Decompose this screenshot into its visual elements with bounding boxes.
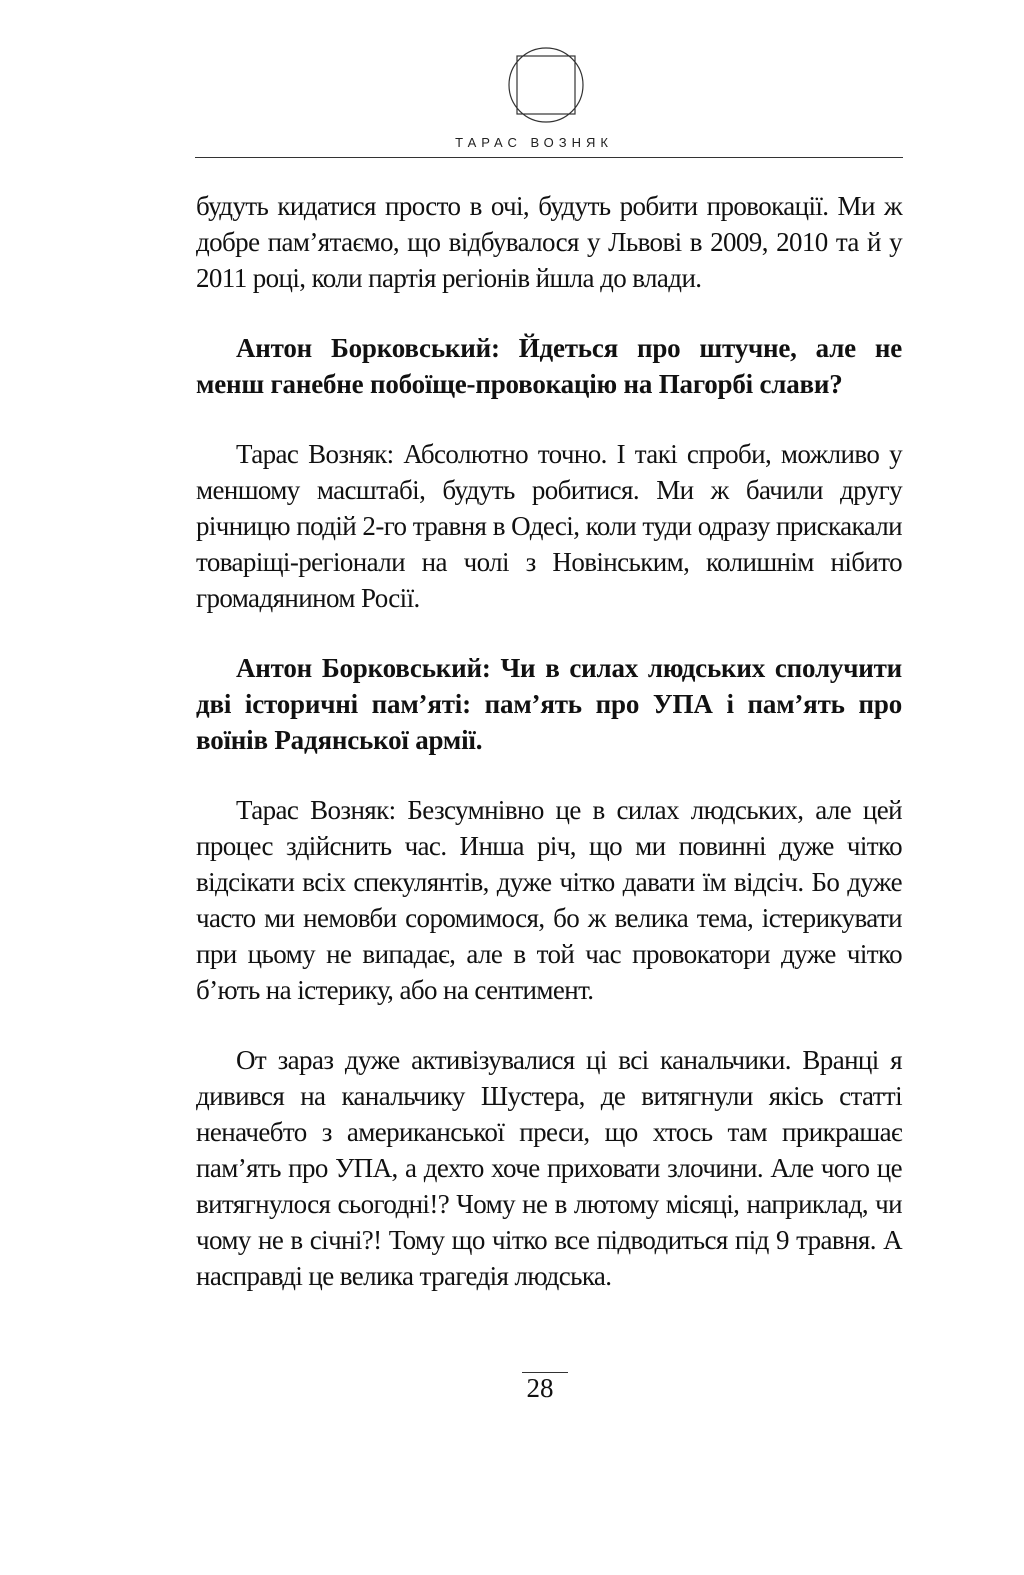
page-number: 28 bbox=[526, 1373, 554, 1403]
paragraph-question: Антон Борковський: Чи в силах людських сполучити дві історичні пам’яті: пам’ять про УПА і пам’ять про воїнів Радянської армії. bbox=[196, 653, 902, 755]
paragraph-answer: От зараз дуже активізувалися ці всі канальчики. Вранці я дивився на канальчику Шустера, де витягнули якісь статті неначебто з американської преси, що хтось там прикрашає пам’ять про УПА, а дехто хоче приховати злочини. Але чого це витягнулося сьогодні!? Чому не в лютому місяці, наприклад, чи чому не в січні?! Тому що чітко все підводиться під 9 травня. А насправді це велика трагедія людська. bbox=[196, 1045, 902, 1291]
running-head-author: ТАРАС ВОЗНЯК bbox=[455, 135, 613, 150]
paragraph-question: Антон Борковський: Йдеться про штучне, але не менш ганебне побоїще-провокацію на Пагорбі слави? bbox=[196, 333, 902, 399]
page-body bbox=[196, 188, 902, 1328]
circle-square-emblem-icon bbox=[507, 46, 585, 124]
paragraph-answer: Тарас Возняк: Безсумнівно це в силах людських, але цей процес здійснить час. Инша річ, що ми повинні дуже чітко відсікати всіх спекулянтів, дуже чітко давати їм відсіч. Бо дуже часто ми немовби соромимося, бо ж велика тема, істерикувати при цьому не випадає, але в той час провокатори дуже чітко б’ють на істерику, або на сентимент. bbox=[196, 795, 902, 1005]
paragraph-answer-continuation: будуть кидатися просто в очі, будуть робити провокації. Ми ж добре пам’ятаємо, що відбувалося у Львові в 2009, 2010 та й у 2011 році, коли партія регіонів йшла до влади. bbox=[196, 191, 902, 293]
header-divider bbox=[195, 157, 903, 158]
paragraph-answer: Тарас Возняк: Абсолютно точно. І такі спроби, можливо у меншому масштабі, будуть робитися. Ми ж бачили другу річницю подій 2-го травня в Одесі, коли туди одразу прискакали товаріщі-регіонали на чолі з Новінським, колишнім нібито громадянином Росії. bbox=[196, 439, 902, 613]
